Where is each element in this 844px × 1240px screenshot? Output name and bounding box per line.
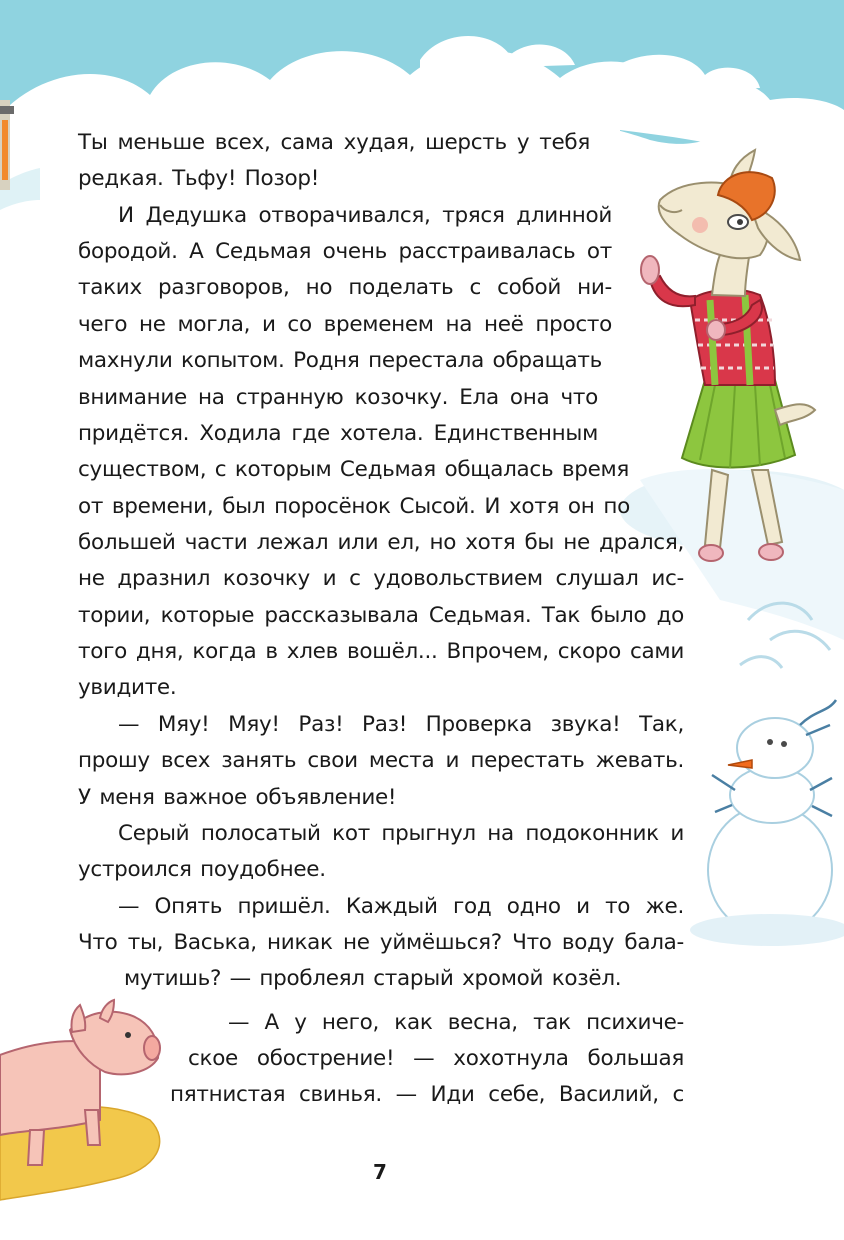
text-line: бородой. А Седьмая очень расстраивалась от — [78, 239, 612, 264]
page-number: 7 — [373, 1160, 387, 1184]
text-line: редкая. Тьфу! Позор! — [78, 166, 320, 191]
text-line: Что ты, Васька, никак не уймёшься? Что воду бала- — [78, 930, 684, 955]
text-line: ское обострение! — хохотнула большая — [188, 1046, 684, 1071]
text-line: прошу всех занять свои места и перестать жевать. — [78, 748, 684, 773]
text-line: мутишь? — проблеял старый хромой козёл. — [124, 966, 622, 991]
text-line: существом, с которым Седьмая общалась время — [78, 457, 630, 482]
text-line: от времени, был поросёнок Сысой. И хотя он по — [78, 494, 630, 519]
text-line: того дня, когда в хлев вошёл... Впрочем, скоро сами — [78, 639, 684, 664]
text-line: У меня важное объявление! — [78, 785, 397, 810]
text-line: тории, которые рассказывала Седьмая. Так было до — [78, 603, 684, 628]
text-line: Серый полосатый кот прыгнул на подоконник и — [118, 821, 684, 846]
text-line: устроился поудобнее. — [78, 857, 326, 882]
text-line: большей части лежал или ел, но хотя бы не дрался, — [78, 530, 684, 555]
text-line: — Мяу! Мяу! Раз! Раз! Проверка звука! Так, — [118, 712, 684, 737]
text-line: придётся. Ходила где хотела. Единственным — [78, 421, 598, 446]
text-line: Ты меньше всех, сама худая, шерсть у тебя — [78, 130, 590, 155]
text-line: И Дедушка отворачивался, тряся длинной — [118, 203, 612, 228]
text-line: — Опять пришёл. Каждый год одно и то же. — [118, 894, 684, 919]
text-line: увидите. — [78, 675, 177, 700]
text-line: таких разговоров, но поделать с собой ни- — [78, 275, 612, 300]
text-line: внимание на странную козочку. Ела она что — [78, 385, 598, 410]
text-line: махнули копытом. Родня перестала обращать — [78, 348, 602, 373]
text-line: пятнистая свинья. — Иди себе, Василий, с — [170, 1082, 684, 1107]
text-line: чего не могла, и со временем на неё просто — [78, 312, 612, 337]
text-line: не дразнил козочку и с удовольствием слушал ис- — [78, 566, 684, 591]
text-line: — А у него, как весна, так психиче- — [228, 1010, 684, 1035]
